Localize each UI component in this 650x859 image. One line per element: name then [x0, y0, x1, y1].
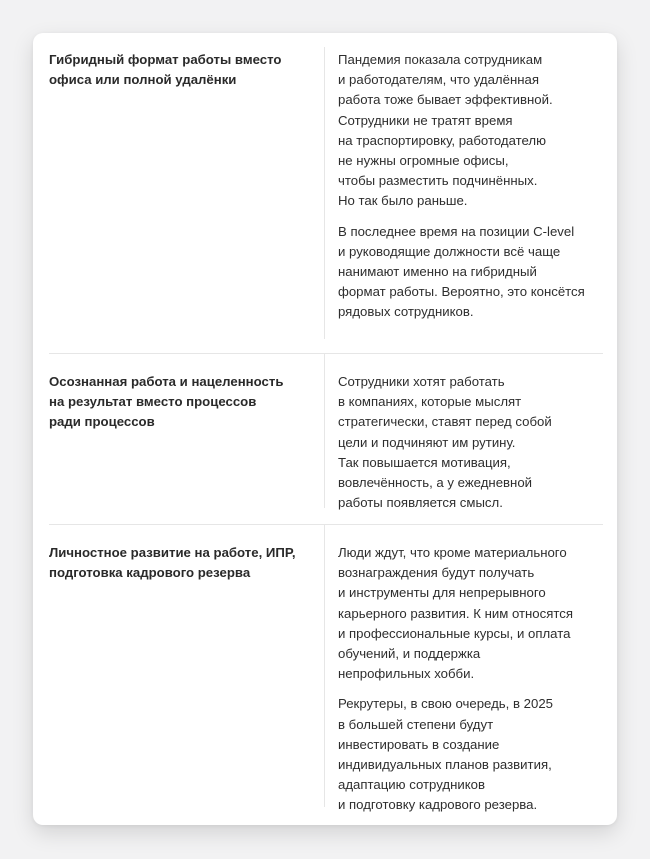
row-description — [325, 525, 603, 825]
paragraph: Пандемия показала сотрудникам и работодателям, что удалённая работа тоже бывает эффективной. Сотрудники не тратят время на траспортировку, работодателю не нужны огромные офисы, чтобы разместить подчинённых. Но так было раньше. — [338, 52, 553, 209]
table-row — [49, 524, 603, 825]
table-row — [49, 353, 603, 524]
row-description — [325, 47, 603, 353]
trends-table-card — [33, 33, 617, 825]
row-title: Осознанная работа и нацеленность на результат вместо процессов ради процессов — [49, 354, 325, 508]
paragraph: В последнее время на позиции C-level и руководящие должности всё чаще нанимают именно на гибридный формат работы. Вероятно, это консётся рядовых сотрудников. — [338, 223, 585, 320]
row-title: Личностное развитие на работе, ИПР, подготовка кадрового резерва — [49, 525, 325, 807]
row-description — [325, 354, 603, 524]
table-row — [49, 47, 603, 353]
row-title: Гибридный формат работы вместо офиса или полной удалёнки — [49, 47, 325, 339]
paragraph: Сотрудники хотят работать в компаниях, которые мыслят стратегически, ставят перед собой цели и подчиняют им рутину. Так повышается мотивация, вовлечённость, а у ежедневной работы появляется смысл. — [338, 374, 552, 511]
paragraph: Рекрутеры, в свою очередь, в 2025 в большей степени будут инвестировать в создание индивидуальных планов развития, адаптацию сотрудников и подготовку кадрового резерва. — [338, 696, 554, 813]
paragraph: Люди ждут, что кроме материального вознаграждения будут получать и инструменты для непрерывного карьерного развития. К ним относятся и профессиональные курсы, и оплата обучений, и поддержка непрофильных хобби. — [338, 545, 574, 682]
